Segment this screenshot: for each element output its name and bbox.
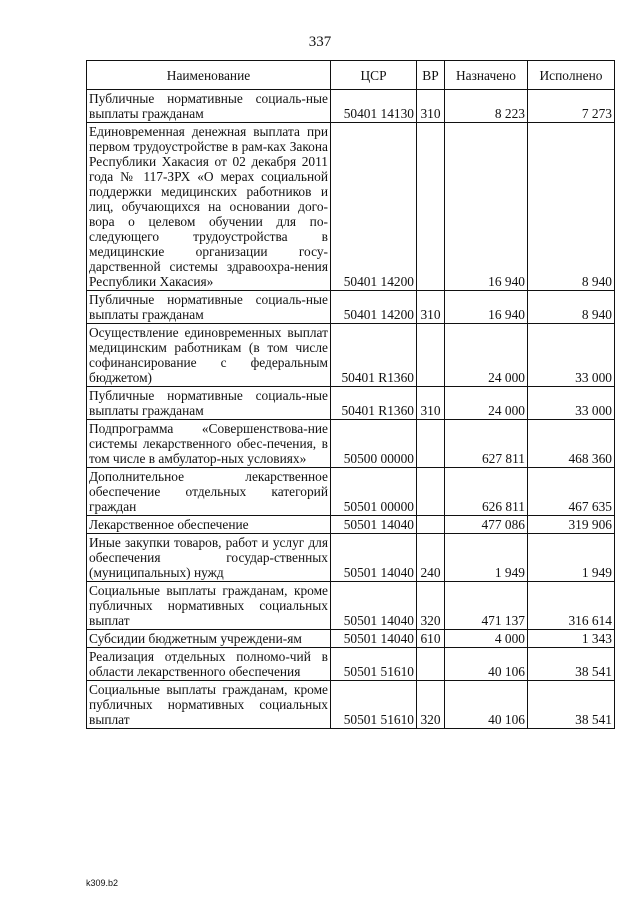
row-executed: 38 541 [528, 681, 615, 729]
table-row [87, 648, 615, 681]
row-executed: 467 635 [528, 468, 615, 516]
row-vr: 310 [417, 90, 445, 123]
table-row [87, 90, 615, 123]
row-vr: 240 [417, 534, 445, 582]
row-assigned: 627 811 [445, 420, 528, 468]
budget-table [86, 60, 615, 729]
row-csr: 50401 14130 [331, 90, 417, 123]
row-name: Публичные нормативные социаль-ные выплаты гражданам [87, 291, 331, 324]
row-executed: 468 360 [528, 420, 615, 468]
row-executed: 38 541 [528, 648, 615, 681]
row-executed: 1 343 [528, 630, 615, 648]
row-executed: 33 000 [528, 324, 615, 387]
row-assigned: 16 940 [445, 291, 528, 324]
row-name: Публичные нормативные социаль-ные выплаты гражданам [87, 387, 331, 420]
row-executed: 316 614 [528, 582, 615, 630]
table-row [87, 420, 615, 468]
table-row [87, 123, 615, 291]
row-name: Подпрограмма «Совершенствова-ние системы лекарственного обес-печения, в том числе в амбулатор-ных условиях» [87, 420, 331, 468]
table-row [87, 291, 615, 324]
row-vr [417, 516, 445, 534]
row-vr [417, 468, 445, 516]
header-vr: ВР [417, 61, 445, 90]
row-vr [417, 123, 445, 291]
row-vr: 610 [417, 630, 445, 648]
row-name: Реализация отдельных полномо-чий в области лекарственного обеспечения [87, 648, 331, 681]
row-csr: 50401 R1360 [331, 387, 417, 420]
row-executed: 8 940 [528, 123, 615, 291]
row-vr [417, 648, 445, 681]
row-csr: 50501 51610 [331, 681, 417, 729]
row-executed: 7 273 [528, 90, 615, 123]
page-number: 337 [308, 34, 332, 50]
row-assigned: 16 940 [445, 123, 528, 291]
row-name: Социальные выплаты гражданам, кроме публичных нормативных социальных выплат [87, 681, 331, 729]
row-name: Публичные нормативные социаль-ные выплаты гражданам [87, 90, 331, 123]
table-row [87, 324, 615, 387]
row-assigned: 1 949 [445, 534, 528, 582]
table-row [87, 630, 615, 648]
table-row [87, 582, 615, 630]
row-csr: 50501 14040 [331, 516, 417, 534]
row-assigned: 471 137 [445, 582, 528, 630]
row-name: Иные закупки товаров, работ и услуг для обеспечения государ-ственных (муниципальных) нужд [87, 534, 331, 582]
row-csr: 50500 00000 [331, 420, 417, 468]
row-csr: 50401 R1360 [331, 324, 417, 387]
row-assigned: 40 106 [445, 648, 528, 681]
row-assigned: 477 086 [445, 516, 528, 534]
row-csr: 50501 14040 [331, 630, 417, 648]
row-executed: 1 949 [528, 534, 615, 582]
header-assigned: Назначено [445, 61, 528, 90]
row-executed: 8 940 [528, 291, 615, 324]
row-assigned: 8 223 [445, 90, 528, 123]
table-row [87, 468, 615, 516]
row-csr: 50501 00000 [331, 468, 417, 516]
row-name: Социальные выплаты гражданам, кроме публичных нормативных социальных выплат [87, 582, 331, 630]
row-assigned: 626 811 [445, 468, 528, 516]
row-csr: 50401 14200 [331, 291, 417, 324]
table-row [87, 387, 615, 420]
row-assigned: 4 000 [445, 630, 528, 648]
row-name: Единовременная денежная выплата при первом трудоустройстве в рам-ках Закона Республики Хакасия от 02 декабря 2011 года № 117-ЗРХ «О мерах социальной поддержки медицинских работников и лиц, обучающихся на основании дого-вора о целевом обучении для по-следующего трудоустройства в медицинские организации госу-дарственной системы здравоохра-нения Республики Хакасия» [87, 123, 331, 291]
row-name: Субсидии бюджетным учреждени-ям [87, 630, 331, 648]
row-assigned: 24 000 [445, 324, 528, 387]
row-executed: 33 000 [528, 387, 615, 420]
row-vr [417, 324, 445, 387]
footer-document-code: k309.b2 [86, 878, 119, 888]
row-csr: 50501 14040 [331, 534, 417, 582]
row-assigned: 24 000 [445, 387, 528, 420]
row-assigned: 40 106 [445, 681, 528, 729]
row-vr: 320 [417, 681, 445, 729]
table-row [87, 681, 615, 729]
header-name: Наименование [87, 61, 331, 90]
row-vr: 310 [417, 291, 445, 324]
header-executed: Исполнено [528, 61, 615, 90]
row-executed: 319 906 [528, 516, 615, 534]
row-csr: 50501 14040 [331, 582, 417, 630]
table-header-row [87, 61, 615, 90]
row-csr: 50401 14200 [331, 123, 417, 291]
row-name: Лекарственное обеспечение [87, 516, 331, 534]
row-name: Дополнительное лекарственное обеспечение отдельных категорий граждан [87, 468, 331, 516]
header-csr: ЦСР [331, 61, 417, 90]
row-vr: 320 [417, 582, 445, 630]
table-row [87, 534, 615, 582]
row-vr [417, 420, 445, 468]
row-csr: 50501 51610 [331, 648, 417, 681]
table-row [87, 516, 615, 534]
row-vr: 310 [417, 387, 445, 420]
row-name: Осуществление единовременных выплат медицинским работникам (в том числе софинансирование с федеральным бюджетом) [87, 324, 331, 387]
